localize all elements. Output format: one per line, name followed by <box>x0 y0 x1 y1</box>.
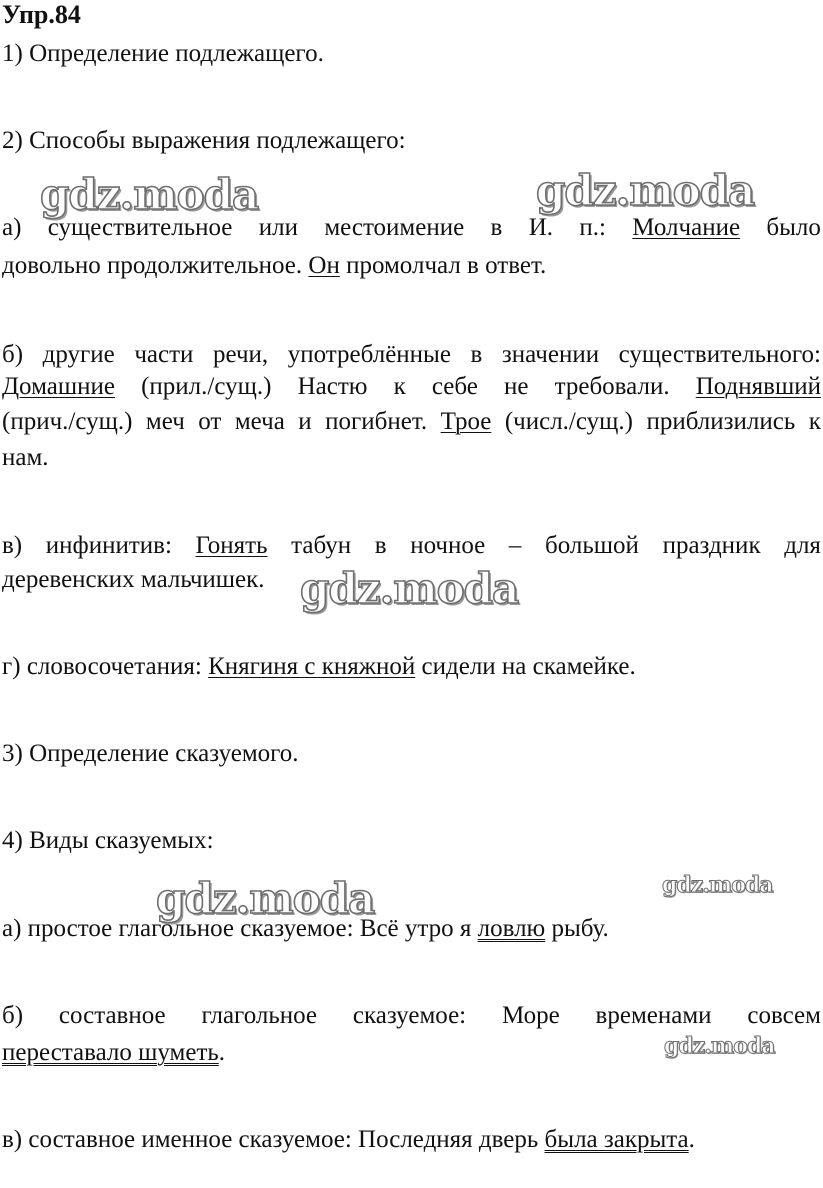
subject-underline: Трое <box>440 408 492 435</box>
watermark-logo: gdz.moda <box>156 874 375 923</box>
item-2v-line-1: в) инфинитив: Гонять табун в ночное – большой праздник для <box>2 530 821 562</box>
item-2b-line-4: нам. <box>2 444 49 471</box>
item-2g: г) словосочетания: Княгиня с княжной сидели на скамейке. <box>2 653 636 680</box>
watermark-logo: gdz.moda <box>40 170 259 219</box>
watermark-logo: gdz.moda <box>300 564 519 613</box>
subject-underline: Гонять <box>195 532 268 559</box>
subject-underline: Молчание <box>632 214 741 241</box>
item-2b-line-3: (прич./сущ.) меч от меча и погибнет. Трое (числ./сущ.) приблизились к <box>2 406 821 438</box>
item-2v-line-2: деревенских мальчишек. <box>2 566 265 593</box>
item-2a-line-2: довольно продолжительное. Он промолчал в ответ. <box>2 252 547 279</box>
item-4v: в) составное именное сказуемое: Последняя дверь была закрыта. <box>2 1126 695 1153</box>
subject-underline: Княгиня с княжной <box>208 653 416 680</box>
item-4: 4) Виды сказуемых: <box>2 827 214 854</box>
watermark-logo: gdz.moda <box>536 166 755 215</box>
predicate-underline: ловлю <box>477 915 546 942</box>
subject-underline: Поднявший <box>695 373 821 400</box>
item-2b-line-1: б) другие части речи, употреблённые в значении существительного: <box>2 341 821 368</box>
watermark-logo: gdz.moda <box>662 872 773 898</box>
item-4b-line-2: переставало шуметь. <box>2 1039 226 1066</box>
predicate-underline: переставало шуметь <box>2 1039 219 1066</box>
item-2b-line-2: Домашние (прил./сущ.) Настю к себе не требовали. Поднявший <box>2 371 821 403</box>
watermark-logo: gdz.moda <box>664 1033 775 1059</box>
subject-underline: Домашние <box>2 373 115 400</box>
item-4b-line-1: б) составное глагольное сказуемое: Море временами совсем <box>2 1002 821 1029</box>
item-2: 2) Способы выражения подлежащего: <box>2 127 406 154</box>
item-1: 1) Определение подлежащего. <box>2 40 324 67</box>
predicate-underline: была закрыта <box>544 1126 689 1153</box>
item-3: 3) Определение сказуемого. <box>2 740 299 767</box>
item-4a: а) простое глагольное сказуемое: Всё утро я ловлю рыбу. <box>2 915 609 942</box>
exercise-title: Упр.84 <box>2 0 81 29</box>
subject-underline: Он <box>308 252 340 279</box>
item-2a-line-1: а) существительное или местоимение в И. п.: Молчание было <box>2 212 821 244</box>
